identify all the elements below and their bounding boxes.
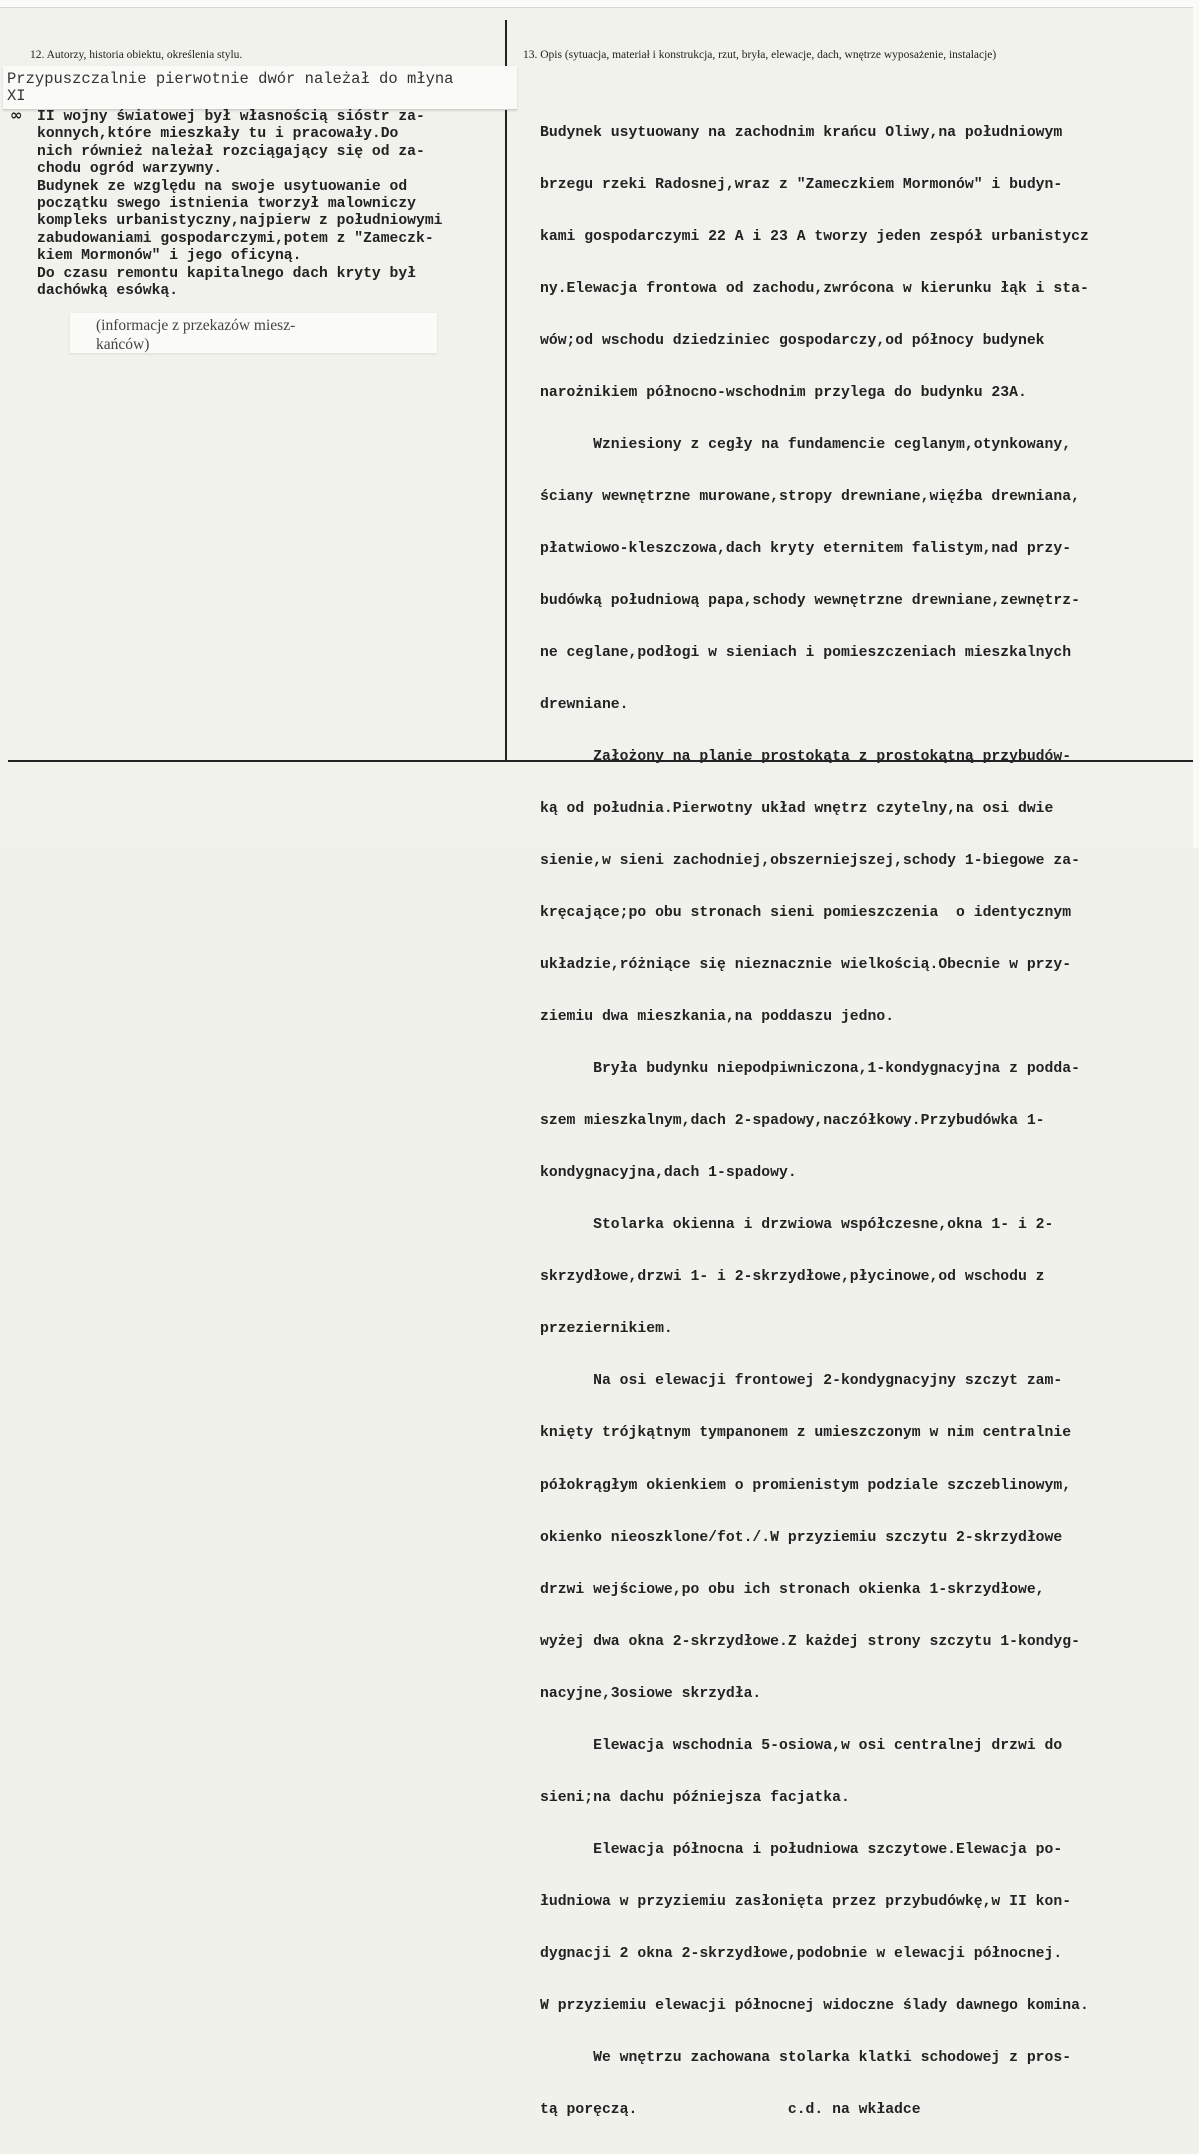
text-line: wów;od wschodu dziedziniec gospodarczy,od północy budynek xyxy=(540,332,1045,349)
text-line: skrzydłowe,drzwi 1- i 2-skrzydłowe,płycinowe,od wschodu z xyxy=(540,1269,1045,1286)
text-line: okienko nieoszklone/fot./.W przyziemiu szczytu 2-skrzydłowe xyxy=(540,1529,1063,1546)
text-line: początku swego istnienia tworzył malowniczy xyxy=(37,196,416,213)
text-line: W przyziemiu elewacji północnej widoczne ślady dawnego komina. xyxy=(540,1997,1089,2014)
text-line: Stolarka okienna i drzwiowa współczesne,okna 1- i 2- xyxy=(540,1217,1054,1234)
text-line: budówką południową papa,schody wewnętrzne drewniane,zewnętrz- xyxy=(540,592,1080,609)
text-line: kondygnacyjna,dach 1-spadowy. xyxy=(540,1165,797,1182)
history-text xyxy=(37,109,507,300)
top-paper-strip xyxy=(0,0,1199,8)
pasted-note xyxy=(3,66,517,110)
text-line: półokrągłym okienkiem o promienistym podziale szczeblinowym, xyxy=(540,1477,1072,1494)
pasted-note-line: XI xyxy=(7,87,26,105)
section-12-heading: 12. Autorzy, historia obiektu, określenia stylu. xyxy=(30,49,243,61)
text-line: knięty trójkątnym tympanonem z umieszczonym w nim centralnie xyxy=(540,1425,1072,1442)
text-line: sienie,w sieni zachodniej,obszerniejszej,schody 1-biegowe za- xyxy=(540,853,1080,870)
text-line: wyżej dwa okna 2-skrzydłowe.Z każdej strony szczytu 1-kondyg- xyxy=(540,1633,1080,1650)
text-line: zabudowaniami gospodarczymi,potem z "Zameczk- xyxy=(37,230,434,247)
text-line: Budynek ze względu na swoje usytuowanie od xyxy=(37,178,408,195)
text-line: drewniane. xyxy=(540,697,629,714)
text-line: II wojny światowej był własnością sióstr za- xyxy=(37,109,425,125)
source-note-line: kańców) xyxy=(96,336,150,353)
text-line: kami gospodarczymi 22 A i 23 A tworzy jeden zespół urbanistycz xyxy=(540,228,1089,245)
section-13-heading: 13. Opis (sytuacja, materiał i konstrukcja, rzut, bryła, elewacje, dach, wnętrze wyposażenie, instalacje) xyxy=(523,49,997,61)
text-line: konnych,które mieszkały tu i pracowały.Do xyxy=(37,126,399,143)
text-line: płatwiowo-kleszczowa,dach kryty eternitem falistym,nad przy- xyxy=(540,540,1072,557)
text-line: brzegu rzeki Radosnej,wraz z "Zameczkiem Mormonów" i budyn- xyxy=(540,176,1063,193)
text-line: nacyjne,3osiowe skrzydła. xyxy=(540,1685,762,1702)
text-line: kręcające;po obu stronach sieni pomieszczenia o identycznym xyxy=(540,905,1072,922)
text-line: Na osi elewacji frontowej 2-kondygnacyjny szczyt zam- xyxy=(540,1373,1063,1390)
text-line: ściany wewnętrzne murowane,stropy drewniane,więźba drewniana, xyxy=(540,488,1080,505)
text-line: Elewacja wschodnia 5-osiowa,w osi centralnej drzwi do xyxy=(540,1737,1063,1754)
text-line: ką od południa.Pierwotny układ wnętrz czytelny,na osi dwie xyxy=(540,801,1054,818)
infinity-symbol-icon: ∞ xyxy=(10,106,23,124)
text-line: szem mieszkalnym,dach 2-spadowy,naczółkowy.Przybudówka 1- xyxy=(540,1113,1045,1130)
text-line: Założony na planie prostokąta z prostokątną przybudów- xyxy=(540,749,1072,766)
text-line: ziemiu dwa mieszkania,na poddaszu jedno. xyxy=(540,1009,895,1026)
text-line: Bryła budynku niepodpiwniczona,1-kondygnacyjna z podda- xyxy=(540,1061,1080,1078)
text-line: kiem Mormonów" i jego oficyną. xyxy=(37,248,302,265)
text-line: sieni;na dachu późniejsza facjatka. xyxy=(540,1789,850,1806)
text-line: Budynek usytuowany na zachodnim krańcu Oliwy,na południowym xyxy=(540,124,1063,141)
source-note xyxy=(70,313,437,353)
text-line: Wzniesiony z cegły na fundamencie ceglanym,otynkowany, xyxy=(540,436,1072,453)
right-paper-edge xyxy=(1193,0,1199,848)
text-line: kompleks urbanistyczny,najpierw z południowymi xyxy=(37,213,443,230)
description-text xyxy=(540,90,1190,2154)
text-line: dygnacji 2 okna 2-skrzydłowe,podobnie w elewacji północnej. xyxy=(540,1945,1063,1962)
source-note-line: (informacje z przekazów miesz- xyxy=(96,317,296,334)
text-line: narożnikiem północno-wschodnim przylega do budynku 23A. xyxy=(540,384,1027,401)
pasted-note-line: Przypuszczalnie pierwotnie dwór należał do młyna xyxy=(7,70,454,88)
text-line: nich również należał rozciągający się od za- xyxy=(37,143,425,160)
text-line: drzwi wejściowe,po obu ich stronach okienka 1-skrzydłowe, xyxy=(540,1581,1045,1598)
text-line: Do czasu remontu kapitalnego dach kryty był xyxy=(37,265,416,282)
text-line: układzie,różniące się nieznacznie wielkością.Obecnie w przy- xyxy=(540,957,1072,974)
text-line: tą poręczą. c.d. na wkładce xyxy=(540,2101,921,2118)
text-line: We wnętrzu zachowana stolarka klatki schodowej z pros- xyxy=(540,2049,1072,2066)
text-line: dachówką esówką. xyxy=(37,283,179,300)
text-line: łudniowa w przyziemiu zasłonięta przez przybudówkę,w II kon- xyxy=(540,1893,1072,1910)
text-line: Elewacja północna i południowa szczytowe.Elewacja po- xyxy=(540,1841,1063,1858)
text-line: przeziernikiem. xyxy=(540,1321,673,1338)
text-line: chodu ogród warzywny. xyxy=(37,161,223,178)
text-line: ne ceglane,podłogi w sieniach i pomieszczeniach mieszkalnych xyxy=(540,645,1072,661)
text-line: ny.Elewacja frontowa od zachodu,zwrócona w kierunku łąk i sta- xyxy=(540,280,1089,297)
